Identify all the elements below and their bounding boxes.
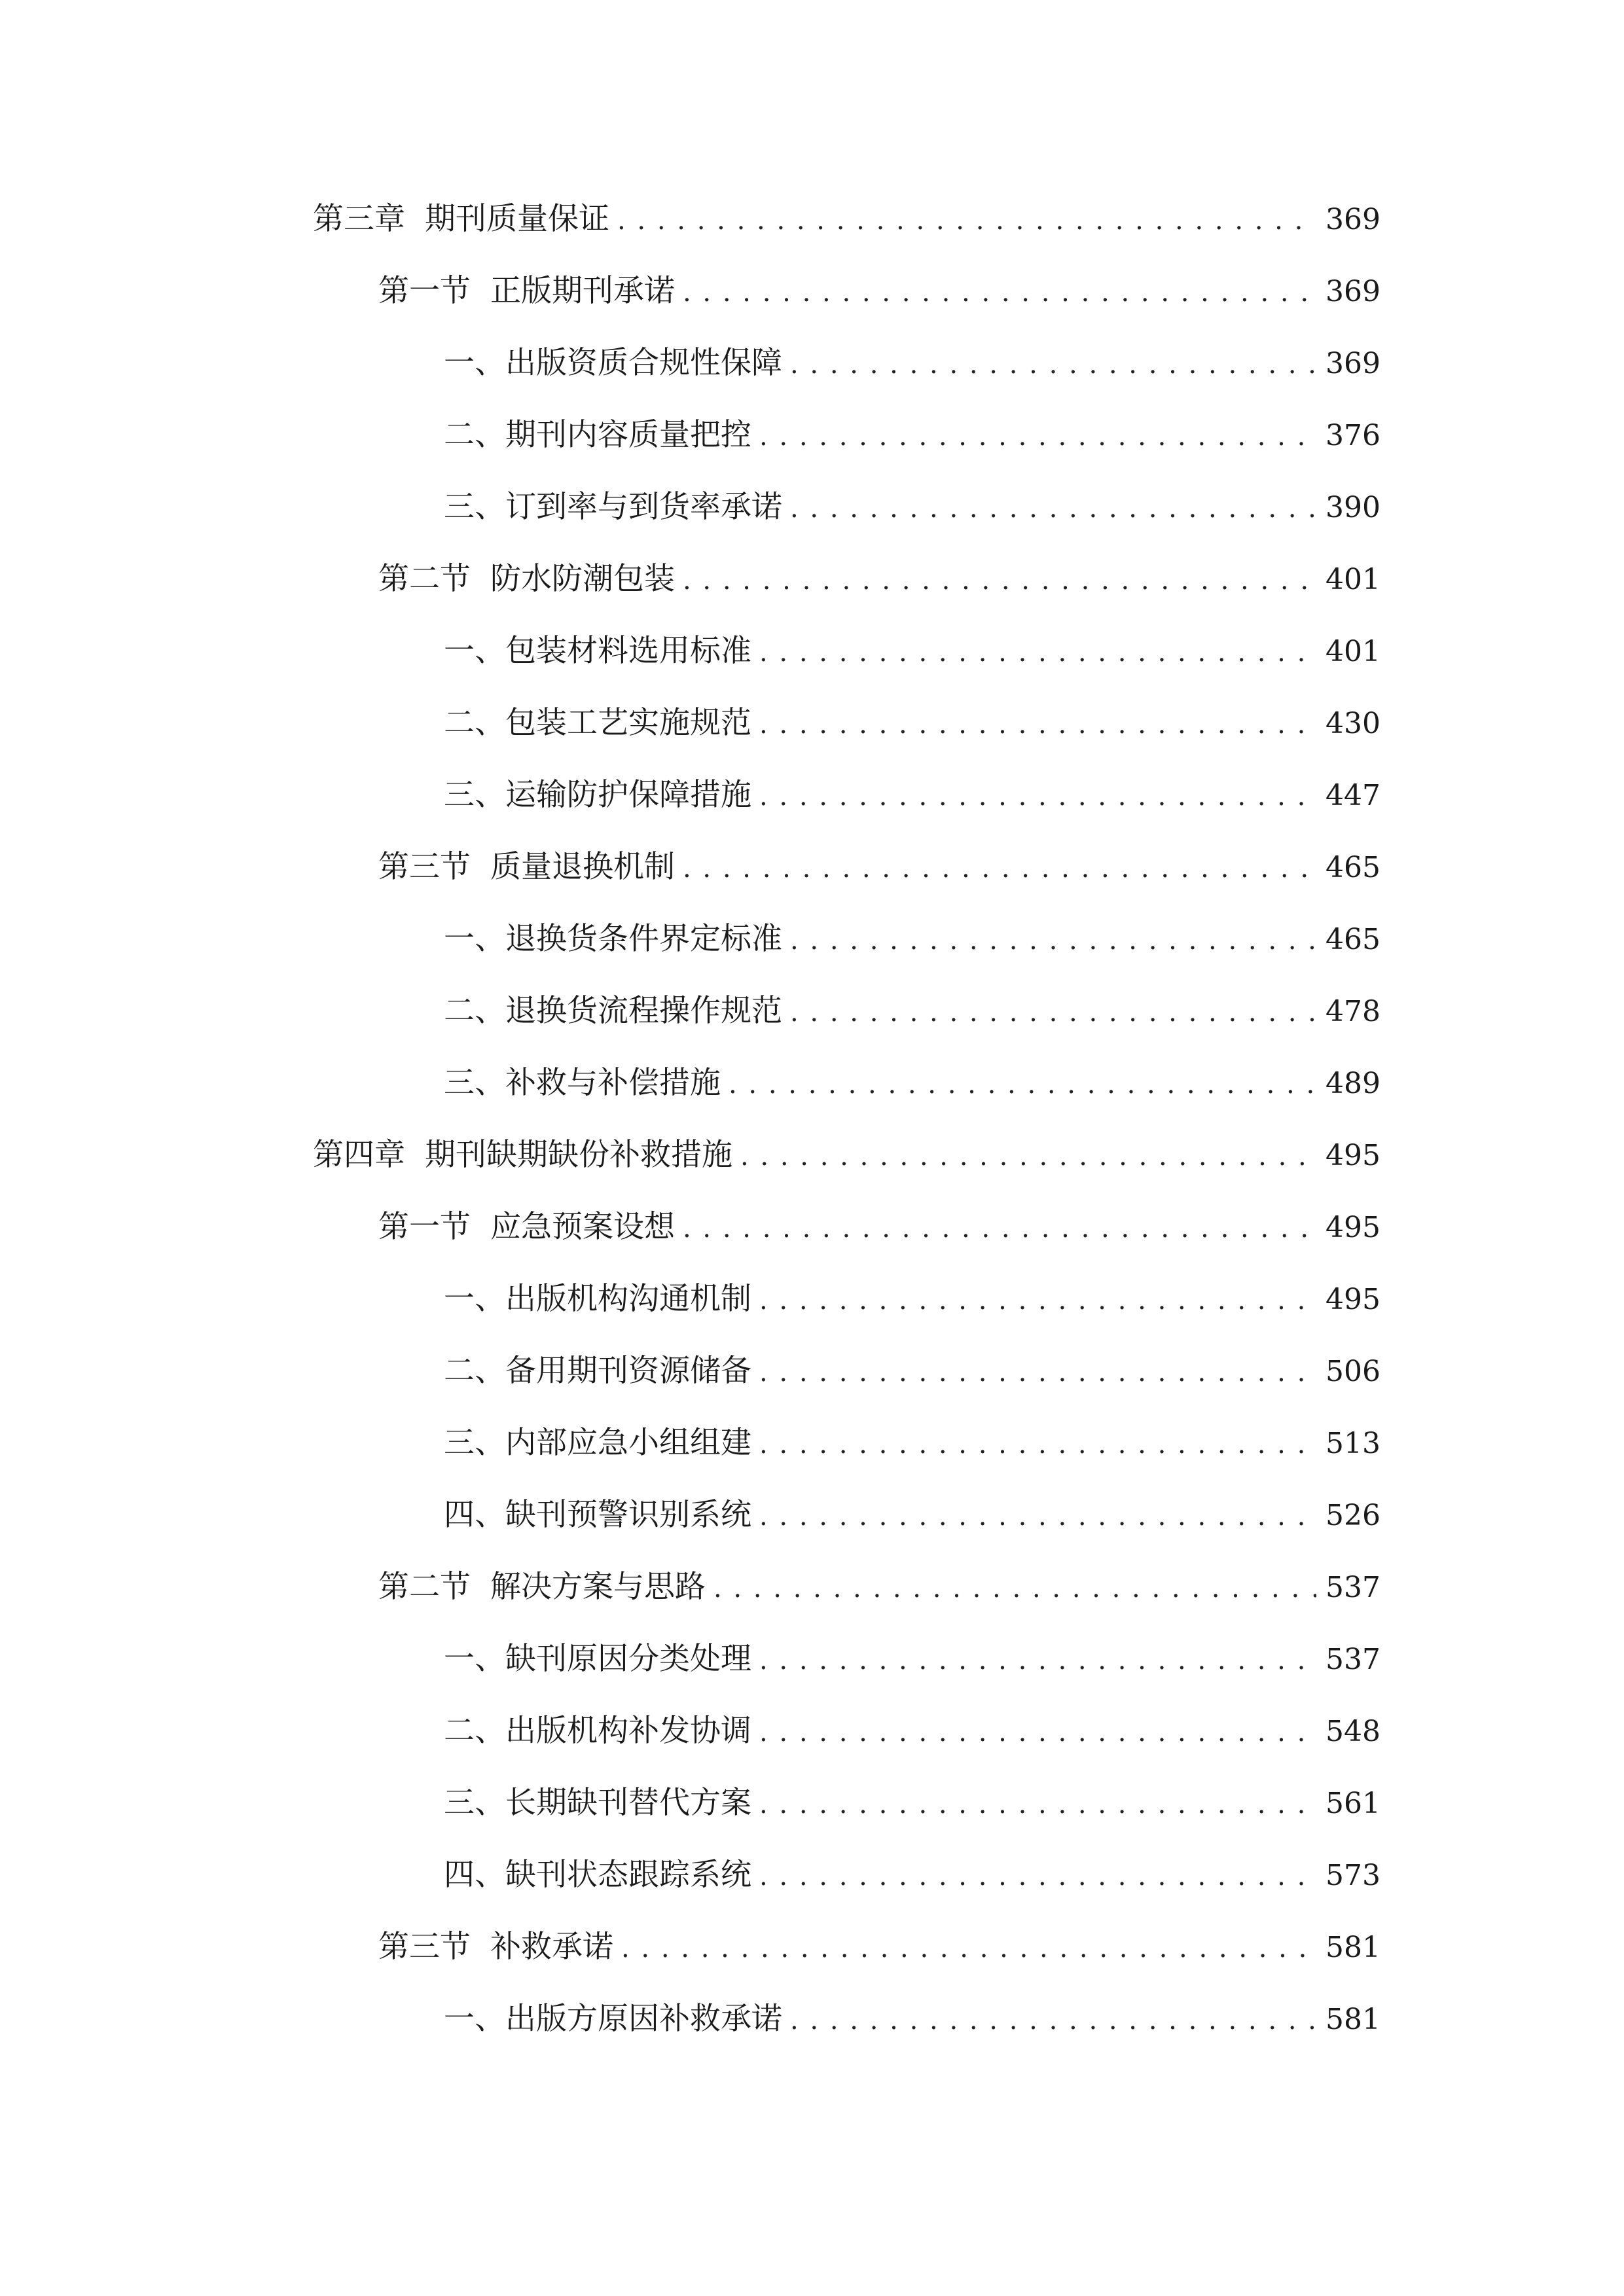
toc-entry-title: 期刊质量保证 <box>425 201 609 237</box>
toc-entry-page: 401 <box>1326 635 1380 668</box>
toc-entry-title: 缺刊原因分类处理 <box>505 1641 751 1677</box>
toc-entry-title: 质量退换机制 <box>490 849 675 885</box>
toc-entry-page: 401 <box>1326 563 1380 596</box>
dot-leader <box>683 561 1316 600</box>
dot-leader <box>759 1641 1316 1680</box>
toc-entry-title: 订到率与到货率承诺 <box>505 489 782 525</box>
toc-entry-title: 退换货流程操作规范 <box>505 993 782 1029</box>
toc-entry-number: 一、 <box>444 1281 505 1317</box>
toc-entry-number: 二、 <box>444 417 505 453</box>
toc-entry-title: 缺刊状态跟踪系统 <box>505 1857 751 1893</box>
toc-entry[interactable] <box>313 1136 1380 1175</box>
toc-entry-title: 防水防潮包装 <box>490 561 675 597</box>
toc-entry[interactable] <box>444 2000 1380 2039</box>
toc-entry[interactable] <box>444 632 1380 671</box>
toc-entry-page: 390 <box>1326 491 1380 524</box>
toc-entry-title: 补救承诺 <box>490 1929 613 1965</box>
toc-entry-page: 478 <box>1326 995 1380 1028</box>
toc-entry-title: 补救与补偿措施 <box>505 1065 721 1101</box>
dot-leader <box>759 1857 1316 1896</box>
dot-leader <box>683 849 1316 888</box>
dot-leader <box>759 417 1316 456</box>
toc-entry-page: 369 <box>1326 203 1380 236</box>
dot-leader <box>683 273 1316 312</box>
toc-entry-title: 出版机构沟通机制 <box>505 1281 751 1317</box>
toc-entry-page: 537 <box>1326 1643 1380 1676</box>
toc-entry-title: 运输防护保障措施 <box>505 777 751 813</box>
toc-entry[interactable] <box>444 920 1380 959</box>
toc-entry[interactable] <box>444 1352 1380 1391</box>
toc-entry-page: 376 <box>1326 419 1380 452</box>
dot-leader <box>790 2001 1316 2040</box>
toc-entry-page: 465 <box>1326 851 1380 884</box>
toc-entry-number: 四、 <box>444 1497 505 1533</box>
toc-entry[interactable] <box>444 1064 1380 1103</box>
toc-entry-number: 一、 <box>444 345 505 381</box>
dot-leader <box>759 1713 1316 1752</box>
toc-entry-title: 应急预案设想 <box>490 1209 675 1245</box>
toc-entry-title: 包装材料选用标准 <box>505 633 751 669</box>
dot-leader <box>683 1209 1316 1248</box>
toc-entry-page: 495 <box>1326 1139 1380 1172</box>
toc-entry-page: 369 <box>1326 347 1380 380</box>
toc-entry-page: 581 <box>1326 2003 1380 2036</box>
toc-entry-number: 三、 <box>444 1425 505 1461</box>
toc-entry-number: 第三章 <box>313 201 405 237</box>
toc-entry[interactable] <box>378 1568 1380 1607</box>
toc-entry[interactable] <box>378 848 1380 887</box>
toc-entry[interactable] <box>444 1712 1380 1751</box>
toc-entry-number: 二、 <box>444 705 505 741</box>
toc-entry-number: 一、 <box>444 1641 505 1677</box>
toc-entry-number: 一、 <box>444 921 505 957</box>
toc-entry-title: 期刊缺期缺份补救措施 <box>425 1137 732 1173</box>
toc-entry[interactable] <box>378 560 1380 599</box>
toc-entry[interactable] <box>444 1424 1380 1463</box>
toc-entry[interactable] <box>444 776 1380 815</box>
toc-entry-title: 解决方案与思路 <box>490 1569 706 1605</box>
toc-entry-number: 一、 <box>444 2001 505 2037</box>
toc-entry-title: 内部应急小组组建 <box>505 1425 751 1461</box>
toc-entry-number: 三、 <box>444 777 505 813</box>
toc-entry-number: 第一节 <box>378 273 471 309</box>
dot-leader <box>729 1065 1316 1104</box>
dot-leader <box>759 1425 1316 1464</box>
toc-entry[interactable] <box>444 416 1380 455</box>
dot-leader <box>617 201 1316 240</box>
dot-leader <box>621 1929 1316 1968</box>
dot-leader <box>759 705 1316 744</box>
dot-leader <box>790 489 1316 528</box>
toc-entry[interactable] <box>444 344 1380 383</box>
toc-entry-title: 退换货条件界定标准 <box>505 921 782 957</box>
dot-leader <box>759 1497 1316 1536</box>
toc-entry-title: 出版资质合规性保障 <box>505 345 782 381</box>
toc-entry-number: 一、 <box>444 633 505 669</box>
toc-entry[interactable] <box>444 1784 1380 1823</box>
toc-entry[interactable] <box>378 1208 1380 1247</box>
dot-leader <box>740 1137 1316 1176</box>
dot-leader <box>759 1281 1316 1320</box>
toc-entry[interactable] <box>444 1640 1380 1679</box>
toc-entry[interactable] <box>444 1496 1380 1535</box>
toc-entry-page: 537 <box>1326 1571 1380 1604</box>
toc-entry-number: 第一节 <box>378 1209 471 1245</box>
toc-entry-number: 第二节 <box>378 1569 471 1605</box>
toc-entry-title: 缺刊预警识别系统 <box>505 1497 751 1533</box>
toc-entry-page: 581 <box>1326 1931 1380 1964</box>
dot-leader <box>713 1569 1316 1608</box>
toc-entry-number: 三、 <box>444 489 505 525</box>
toc-entry-page: 465 <box>1326 923 1380 956</box>
toc-entry-page: 506 <box>1326 1355 1380 1388</box>
toc-entry-number: 第三节 <box>378 849 471 885</box>
toc-entry-number: 三、 <box>444 1785 505 1821</box>
toc-entry-title: 备用期刊资源储备 <box>505 1353 751 1389</box>
toc-entry-title: 出版方原因补救承诺 <box>505 2001 782 2037</box>
toc-entry[interactable] <box>313 200 1380 239</box>
toc-entry[interactable] <box>444 1856 1380 1895</box>
toc-entry-number: 第三节 <box>378 1929 471 1965</box>
toc-entry[interactable] <box>444 488 1380 527</box>
toc-entry-title: 正版期刊承诺 <box>490 273 675 309</box>
toc-entry-page: 369 <box>1326 275 1380 308</box>
toc-entry-page: 561 <box>1326 1787 1380 1820</box>
toc-entry-page: 526 <box>1326 1499 1380 1532</box>
toc-entry-title: 长期缺刊替代方案 <box>505 1785 751 1821</box>
toc-entry-page: 573 <box>1326 1859 1380 1892</box>
toc-entry-number: 二、 <box>444 1353 505 1389</box>
dot-leader <box>759 1785 1316 1824</box>
toc-entry-number: 三、 <box>444 1065 505 1101</box>
toc-entry-page: 548 <box>1326 1715 1380 1748</box>
toc-entry-page: 489 <box>1326 1067 1380 1100</box>
dot-leader <box>759 777 1316 816</box>
dot-leader <box>759 1353 1316 1392</box>
toc-entry-number: 第四章 <box>313 1137 405 1173</box>
dot-leader <box>790 921 1316 960</box>
dot-leader <box>790 345 1316 384</box>
toc-entry-number: 二、 <box>444 1713 505 1749</box>
toc-entry-number: 二、 <box>444 993 505 1029</box>
toc-entry-page: 447 <box>1326 779 1380 812</box>
toc-entry[interactable] <box>444 992 1380 1031</box>
toc-entry-title: 期刊内容质量把控 <box>505 417 751 453</box>
toc-entry-page: 430 <box>1326 707 1380 740</box>
toc-entry-page: 495 <box>1326 1211 1380 1244</box>
toc-entry-number: 第二节 <box>378 561 471 597</box>
toc-entry-title: 出版机构补发协调 <box>505 1713 751 1749</box>
toc-entry[interactable] <box>378 272 1380 311</box>
toc-entry-title: 包装工艺实施规范 <box>505 705 751 741</box>
toc-entry[interactable] <box>378 1928 1380 1967</box>
toc-entry-page: 513 <box>1326 1427 1380 1460</box>
toc-entry[interactable] <box>444 1280 1380 1319</box>
toc-entry[interactable] <box>444 704 1380 743</box>
toc-entry-number: 四、 <box>444 1857 505 1893</box>
dot-leader <box>759 633 1316 672</box>
toc-entry-page: 495 <box>1326 1283 1380 1316</box>
dot-leader <box>790 993 1316 1032</box>
